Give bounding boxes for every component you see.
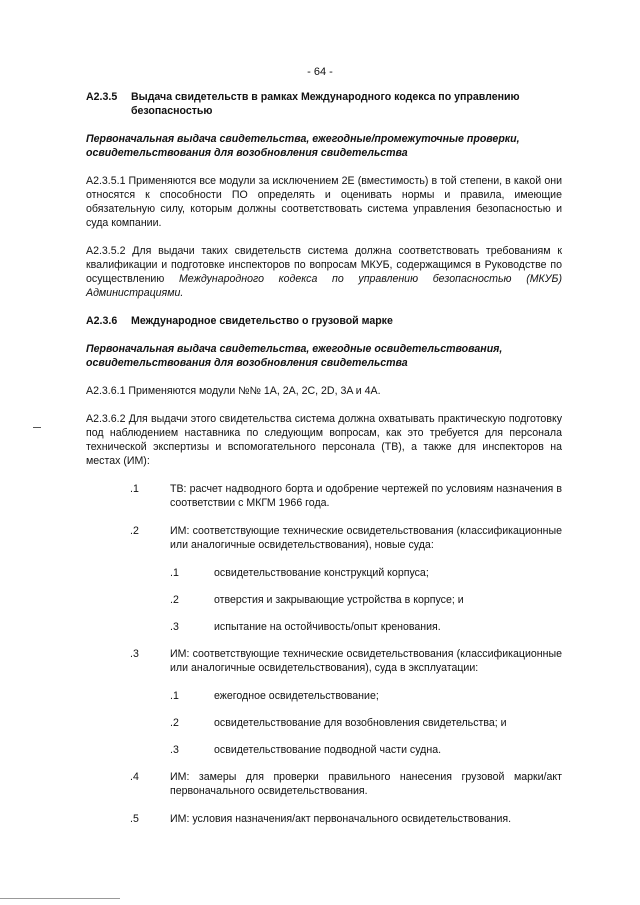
list-item: [130, 812, 562, 826]
section-heading-a2-3-5: [86, 90, 562, 118]
list-item-text: ИМ: соответствующие технические освидетельствования (классификационные или аналогичные освидетельствования), суда в эксплуатации:: [170, 648, 562, 674]
list-item-text: ИМ: условия назначения/акт первоначального освидетельствования.: [170, 813, 512, 825]
list-item: [130, 482, 562, 510]
list-item-text: ИМ: соответствующие технические освидетельствования (классификационные или аналогичные освидетельствования), новые суда:: [170, 525, 562, 551]
section-heading-a2-3-6: [86, 314, 562, 328]
list-item-label: .4: [130, 771, 139, 783]
list-item-label: .3: [130, 648, 139, 660]
sub-list-item-label: .1: [170, 690, 179, 702]
list-item-label: .1: [130, 483, 139, 495]
sub-list-item: [170, 743, 562, 757]
list-item-text: ТВ: расчет надводного борта и одобрение чертежей по условиям назначения в соответствии с МКГМ 1966 года.: [170, 483, 562, 509]
list-item: [130, 770, 562, 798]
sub-list-item-label: .3: [170, 621, 179, 633]
paragraph-a2-3-5-1: A2.3.5.1 Применяются все модули за исключением 2E (вместимость) в той степени, в какой они относятся к способности ПО определять и оценивать нормы и правила, имеющие обязательную силу, которым должны соответствовать система управления безопасностью и суда компании.: [86, 175, 562, 229]
sub-list-item: [170, 716, 562, 730]
sub-list-item: [170, 689, 562, 703]
page-number: - 64 -: [307, 66, 333, 78]
margin-mark: [33, 427, 41, 428]
sub-list-item-text: освидетельствование для возобновления свидетельства; и: [214, 717, 507, 729]
sub-list-item-text: отверстия и закрывающие устройства в корпусе; и: [214, 594, 464, 606]
list-item: [130, 524, 562, 552]
list-item-label: .5: [130, 813, 139, 825]
sub-list-item-text: освидетельствование подводной части судна.: [214, 744, 442, 756]
sub-list-item: [170, 620, 562, 634]
sub-list-item-label: .2: [170, 717, 179, 729]
section-title: Международное свидетельство о грузовой марке: [131, 315, 393, 327]
section-subtitle: Первоначальная выдача свидетельства, ежегодные/промежуточные проверки, освидетельствования для возобновления свидетельства: [86, 133, 520, 159]
section-subtitle: Первоначальная выдача свидетельства, ежегодные освидетельствования, освидетельствования для возобновления свидетельства: [86, 343, 503, 369]
sub-list-item-label: .2: [170, 594, 179, 606]
paragraph-a2-3-5-2: [86, 244, 562, 300]
sub-list-item: [170, 593, 562, 607]
footer-rule: [0, 898, 120, 899]
sub-list-item-text: ежегодное освидетельствование;: [214, 690, 379, 702]
paragraph-italic-text: Международного кодекса по управлению безопасностью (МКУБ) Администрациями.: [86, 273, 562, 299]
sub-list-item-text: испытание на остойчивость/опыт кренования.: [214, 621, 441, 633]
list-item-text: ИМ: замеры для проверки правильного нанесения грузовой марки/акт первоначального освидетельствования.: [170, 771, 562, 797]
paragraph-a2-3-6-2: A2.3.6.2 Для выдачи этого свидетельства система должна охватывать практическую подготовку под наблюдением наставника по следующим вопросам, как это требуется для персонала технической экспертизы и вспомогательного персонала (ТВ), а также для инспекторов на местах (ИМ):: [86, 413, 562, 467]
paragraph-a2-3-6-1: A2.3.6.1 Применяются модули №№ 1A, 2A, 2C, 2D, 3A и 4A.: [86, 385, 381, 397]
section-number: A2.3.5: [86, 91, 118, 103]
sub-list-item-label: .3: [170, 744, 179, 756]
list-item: [130, 647, 562, 675]
section-number: A2.3.6: [86, 315, 118, 327]
sub-list-item-text: освидетельствование конструкций корпуса;: [214, 567, 429, 579]
sub-list-item: [170, 566, 562, 580]
sub-list-item-label: .1: [170, 567, 179, 579]
list-item-label: .2: [130, 525, 139, 537]
section-title: Выдача свидетельств в рамках Международного кодекса по управлению безопасностью: [131, 91, 520, 117]
page-content: [86, 90, 562, 840]
paragraph-text: A2.3.5.2 Для выдачи таких свидетельств система должна соответствовать требованиям к квалификации и подготовке инспекторов по вопросам МКУБ, содержащимся в Руководстве по осуществлению: [86, 245, 562, 285]
